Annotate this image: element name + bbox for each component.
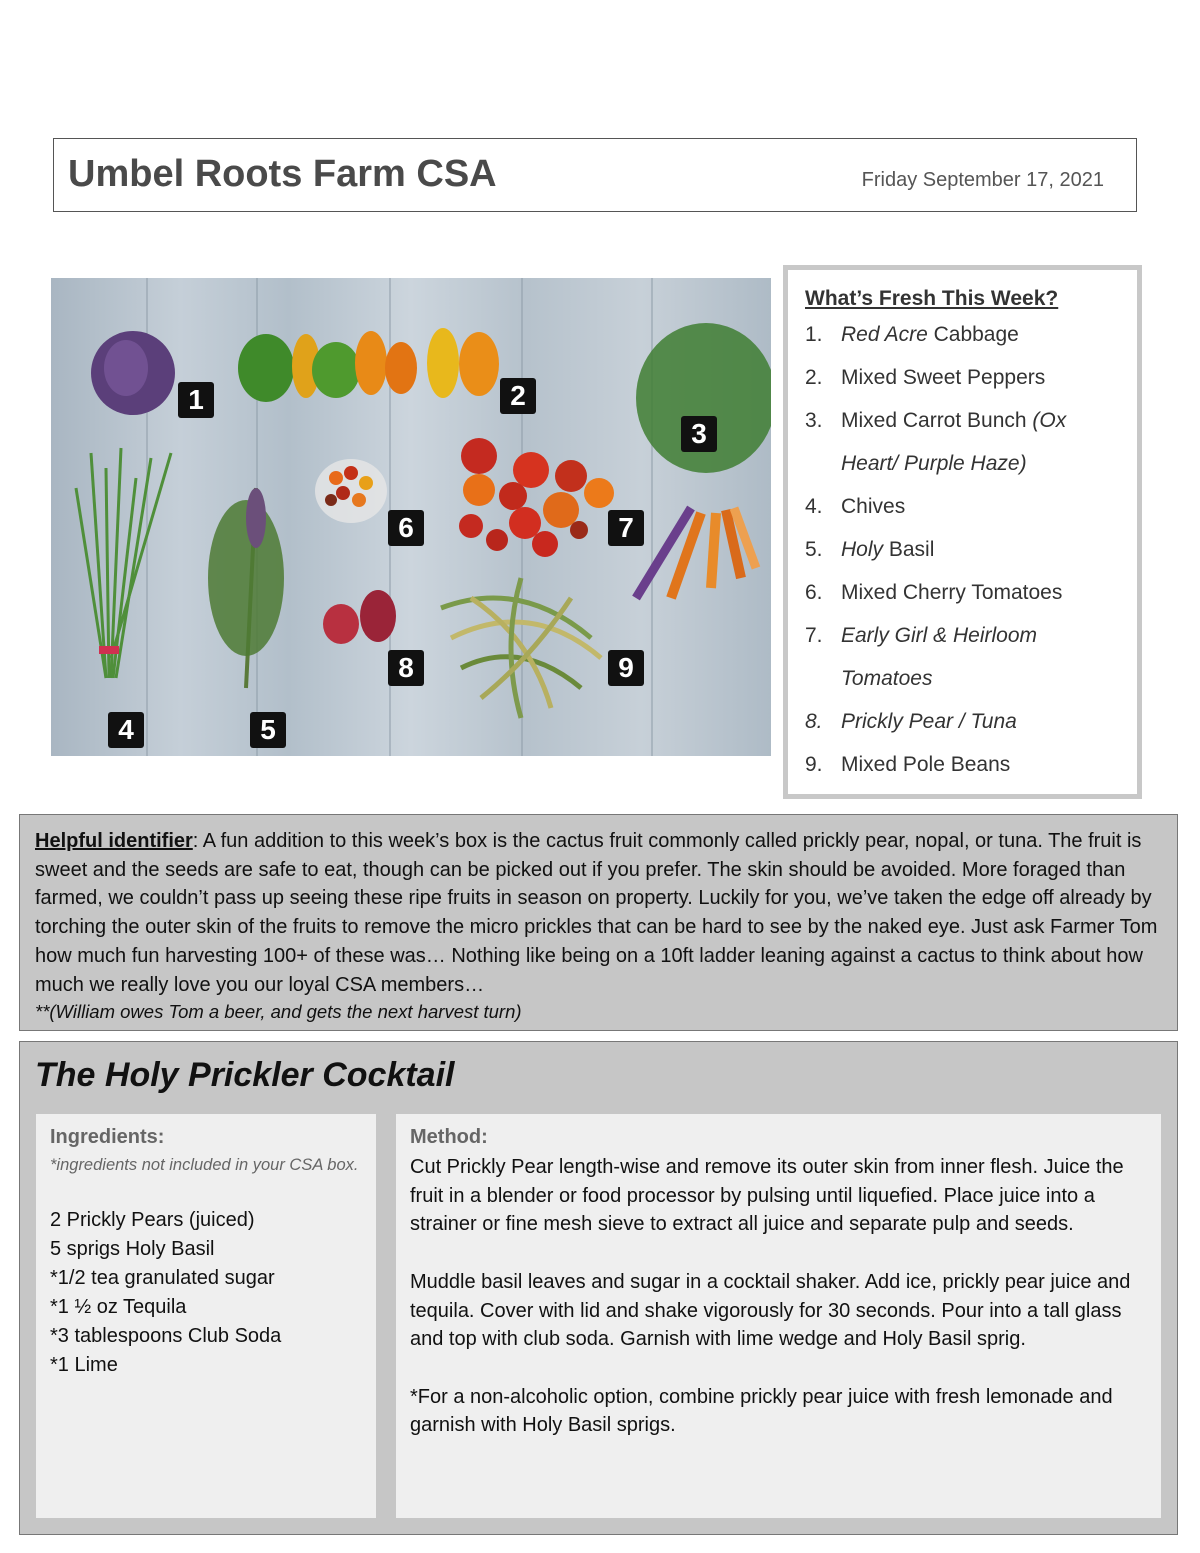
newsletter-date: Friday September 17, 2021 [861,169,1104,191]
ingredient-item: *3 tablespoons Club Soda [50,1325,282,1347]
fresh-item-continuation: Heart/ Purple Haze) [841,452,1027,475]
method-step: Muddle basil leaves and sugar in a cocktail shaker. Add ice, prickly pear juice and tequila. Cover with lid and shake vigorously for 30 seconds. Pour into a tall glass and top with club soda. Garnish with lime wedge and Holy Basil sprig. [410,1270,1131,1351]
chives-illustration [76,448,171,678]
ingredients-note: *ingredients not included in your CSA box. [50,1156,359,1174]
ingredient-item: *1/2 tea granulated sugar [50,1267,275,1289]
ingredients-panel [36,1114,376,1518]
peppers-illustration [238,328,499,402]
ingredient-item: *1 Lime [50,1354,118,1376]
recipe-title: The Holy Prickler Cocktail [35,1056,455,1094]
method-panel [396,1114,1161,1518]
fresh-item: 5. Holy Basil [805,538,935,561]
method-heading: Method: [410,1126,488,1148]
prickly-pears-illustration [323,590,396,644]
fresh-item: 3. Mixed Carrot Bunch (Ox [805,409,1067,432]
beans-illustration [441,578,601,718]
basil-illustration [208,488,284,688]
fresh-list-box [783,265,1142,799]
fresh-item: 2. Mixed Sweet Peppers [805,366,1046,389]
identifier-text: : A fun addition to this week’s box is the cactus fruit commonly called prickly pear, nopal, or tuna. The fruit is sweet and the seeds are safe to eat, though can be picked out if you prefer. The skin should be avoided. More foraged than farmed, we couldn’t pass up seeing these ripe fruits in season on property. Luckily for you, we’ve taken the edge off already by torching the outer skin of the fruits to remove the micro prickles that can be hard to see by the naked eye. Just ask Farmer Tom how much fun harvesting 100+ of these was… Nothing like being on a 10ft ladder leaning against a cactus to think about how much we really love you our loyal CSA members… [35,830,1158,996]
page-title: Umbel Roots Farm CSA [68,153,497,195]
helpful-identifier-box [19,814,1178,1031]
photo-tag-7: 7 [608,510,644,546]
photo-tag-4: 4 [108,712,144,748]
photo-tag-6: 6 [388,510,424,546]
method-step: Cut Prickly Pear length-wise and remove its outer skin from inner flesh. Juice the fruit in a blender or food processor by pulsing until liquefied. Place juice into a strainer or fine mesh sieve to extract all juice and separate pulp and seeds. [410,1156,1124,1236]
produce-photo [51,278,771,756]
ingredient-item: 5 sprigs Holy Basil [50,1238,215,1260]
fresh-item-continuation: Tomatoes [841,667,933,690]
photo-tag-8: 8 [388,650,424,686]
photo-tag-2: 2 [500,378,536,414]
cherry-tomatoes-illustration [315,459,387,523]
fresh-item: 1. Red Acre Cabbage [805,323,1019,346]
fresh-item: 8. Prickly Pear / Tuna [805,710,1017,733]
photo-tag-9: 9 [608,650,644,686]
recipe-box [19,1041,1178,1535]
fresh-list-title: What’s Fresh This Week? [805,287,1059,310]
ingredient-item: 2 Prickly Pears (juiced) [50,1209,255,1231]
identifier-note: **(William owes Tom a beer, and gets the next harvest turn) [35,1001,522,1023]
tomatoes-illustration [459,438,614,557]
ingredients-list [50,1206,362,1380]
photo-tag-1: 1 [178,382,214,418]
photo-tag-3: 3 [681,416,717,452]
fresh-item: 6. Mixed Cherry Tomatoes [805,581,1063,604]
identifier-label: Helpful identifier [35,830,193,852]
method-step: *For a non-alcoholic option, combine prickly pear juice with fresh lemonade and garnish with Holy Basil sprigs. [410,1385,1113,1437]
ingredient-item: *1 ½ oz Tequila [50,1296,187,1318]
ingredients-heading: Ingredients: [50,1126,165,1148]
fresh-item: 9. Mixed Pole Beans [805,753,1011,776]
fresh-item: 7. Early Girl & Heirloom [805,624,1038,647]
carrots-illustration [636,323,771,598]
fresh-item: 4. Chives [805,495,906,518]
header-box [53,138,1137,212]
photo-tag-5: 5 [250,712,286,748]
